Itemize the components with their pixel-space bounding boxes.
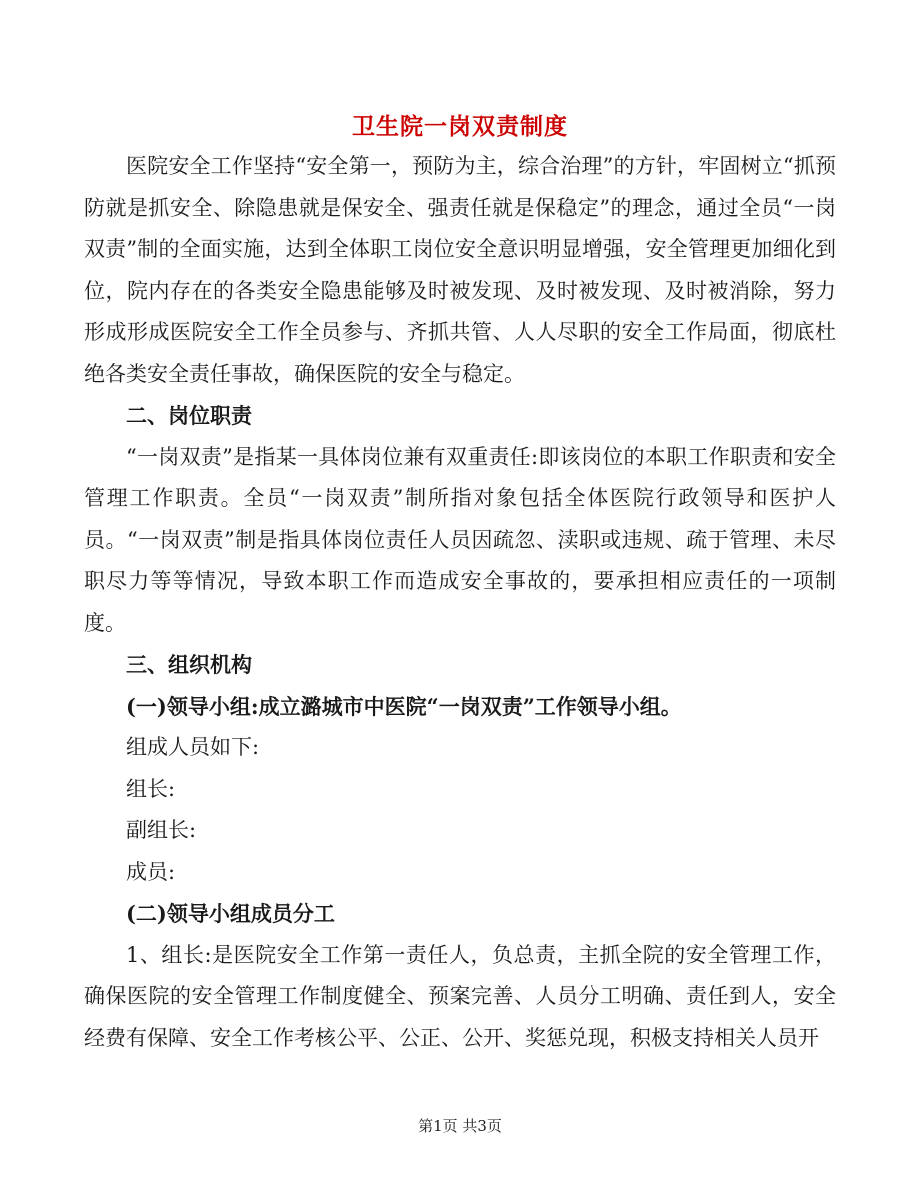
page-number-footer: 第1页 共3页	[418, 1117, 502, 1135]
intro-paragraph: 医院安全工作坚持“安全第一，预防为主，综合治理”的方针，牢固树立“抓预防就是抓安全、除隐患就是保安全、强责任就是保稳定”的理念，通过全员“一岗双责”制的全面实施，达到全体职工岗位安全意识明显增强，安全管理更加细化到位，院内存在的各类安全隐患能够及时被发现、及时被发现、及时被消除，努力形成形成医院安全工作全员参与、齐抓共管、人人尽职的安全工作局面，彻底杜绝各类安全责任事故，确保医院的安全与稳定。	[84, 154, 836, 386]
members-intro: 组成人员如下:	[126, 735, 260, 759]
deputy-leader-line: 副组长:	[126, 818, 197, 842]
document-title: 卫生院一岗双责制度	[352, 113, 568, 140]
members-line: 成员:	[126, 859, 176, 884]
subsection-heading-division: (二)领导小组成员分工	[126, 901, 335, 926]
duties-paragraph: “一岗双责”是指某一具体岗位兼有双重责任:即该岗位的本职工作职责和安全管理工作职责。全员“一岗双责”制所指对象包括全体医院行政领导和医护人员。“一岗双责”制是指具体岗位责任人员因疏忽、渎职或违规、疏于管理、未尽职尽力等等情况，导致本职工作而造成安全事故的，要承担相应责任的一项制度。	[84, 444, 836, 635]
item1-paragraph: 1、组长:是医院安全工作第一责任人，负总责，主抓全院的安全管理工作，确保医院的安全管理工作制度健全、预案完善、人员分工明确、责任到人，安全经费有保障、安全工作考核公平、公正、公开、奖惩兑现，积极支持相关人员开	[84, 942, 836, 1050]
section-heading-duties: 二、岗位职责	[126, 403, 252, 428]
subsection-heading-leading-group: (一)领导小组:成立潞城市中医院“一岗双责”工作领导小组。	[126, 693, 682, 719]
document-body	[84, 146, 836, 1059]
leader-line: 组长:	[126, 776, 176, 801]
section-heading-organization: 三、组织机构	[126, 652, 252, 677]
